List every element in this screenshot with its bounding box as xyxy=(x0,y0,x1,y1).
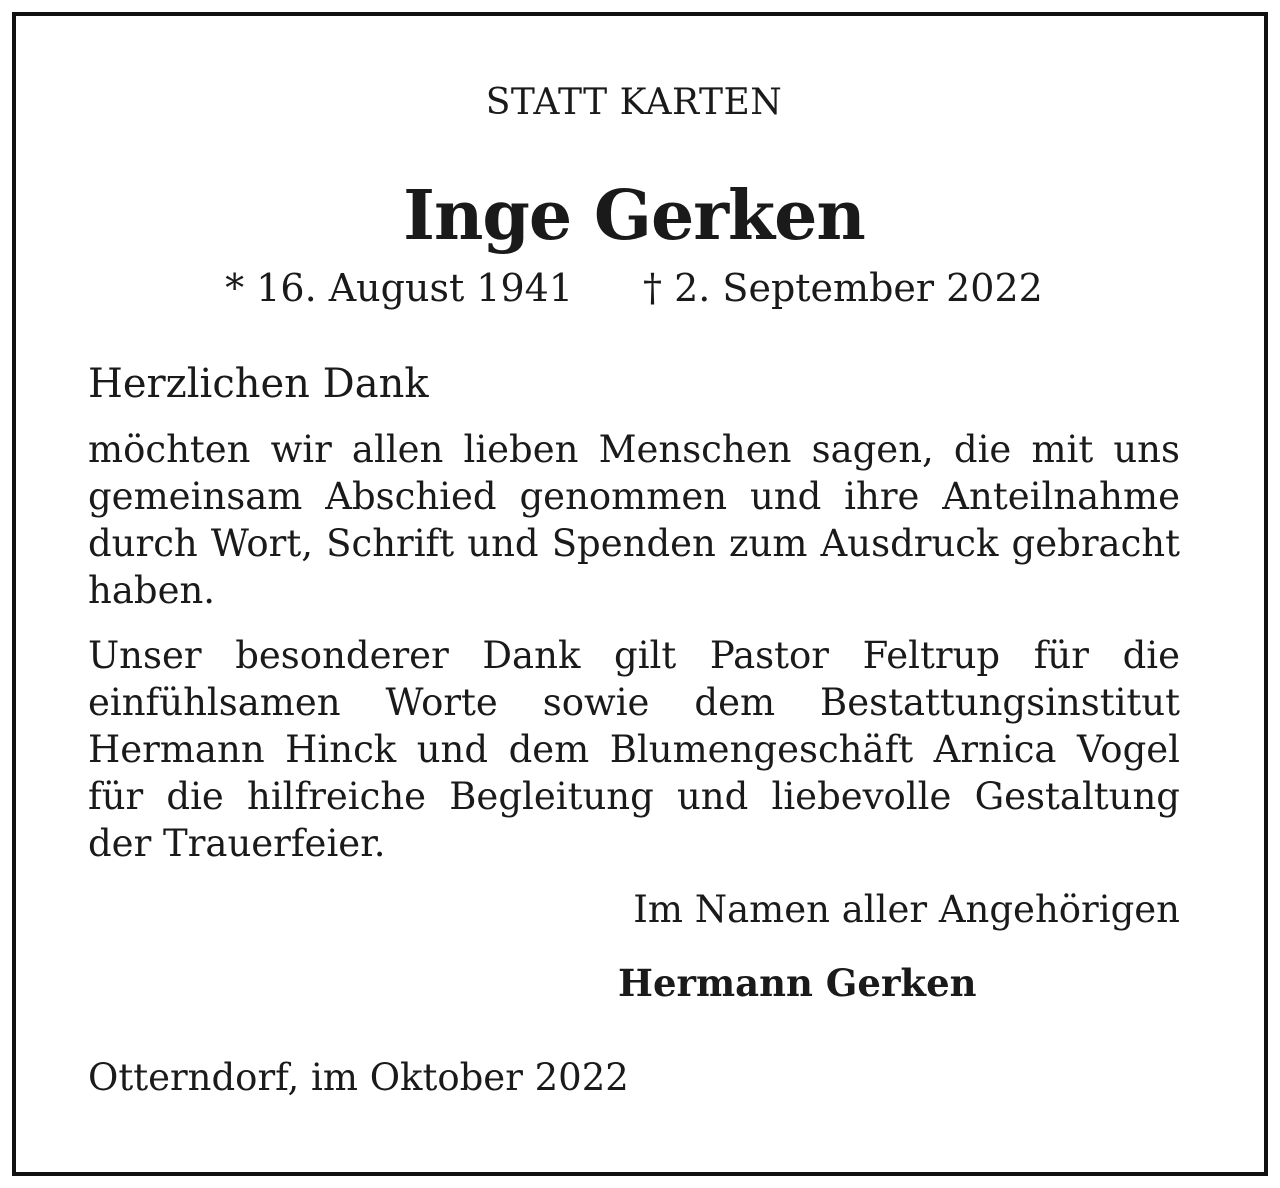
life-dates xyxy=(88,266,1180,310)
notice-header: STATT KARTEN xyxy=(485,82,783,123)
obituary-notice xyxy=(12,12,1268,1176)
thanks-paragraph-2: Unser besonderer Dank gilt Pastor Feltrup für die einfühlsamen Worte sowie dem Bestattungsinstitut Hermann Hinck und dem Blumengeschäft Arnica Vogel für die hilfreiche Begleitung und liebevolle Gestaltung der Trauerfeier. xyxy=(88,634,1180,865)
closing-line: Im Namen aller Angehörigen xyxy=(633,888,1180,931)
death-date: † 2. September 2022 xyxy=(643,266,1043,310)
thanks-heading: Herzlichen Dank xyxy=(88,361,429,407)
place-and-date: Otterndorf, im Oktober 2022 xyxy=(88,1056,629,1099)
deceased-name: Inge Gerken xyxy=(403,176,865,256)
thanks-paragraph-1: möchten wir allen lieben Menschen sagen, die mit uns gemeinsam Abschied genommen und ihre Anteilnahme durch Wort, Schrift und Spenden zum Ausdruck gebracht haben. xyxy=(88,428,1180,612)
notice-content xyxy=(88,16,1180,1172)
signer-name: Hermann Gerken xyxy=(618,961,977,1005)
birth-date: * 16. August 1941 xyxy=(225,266,574,310)
